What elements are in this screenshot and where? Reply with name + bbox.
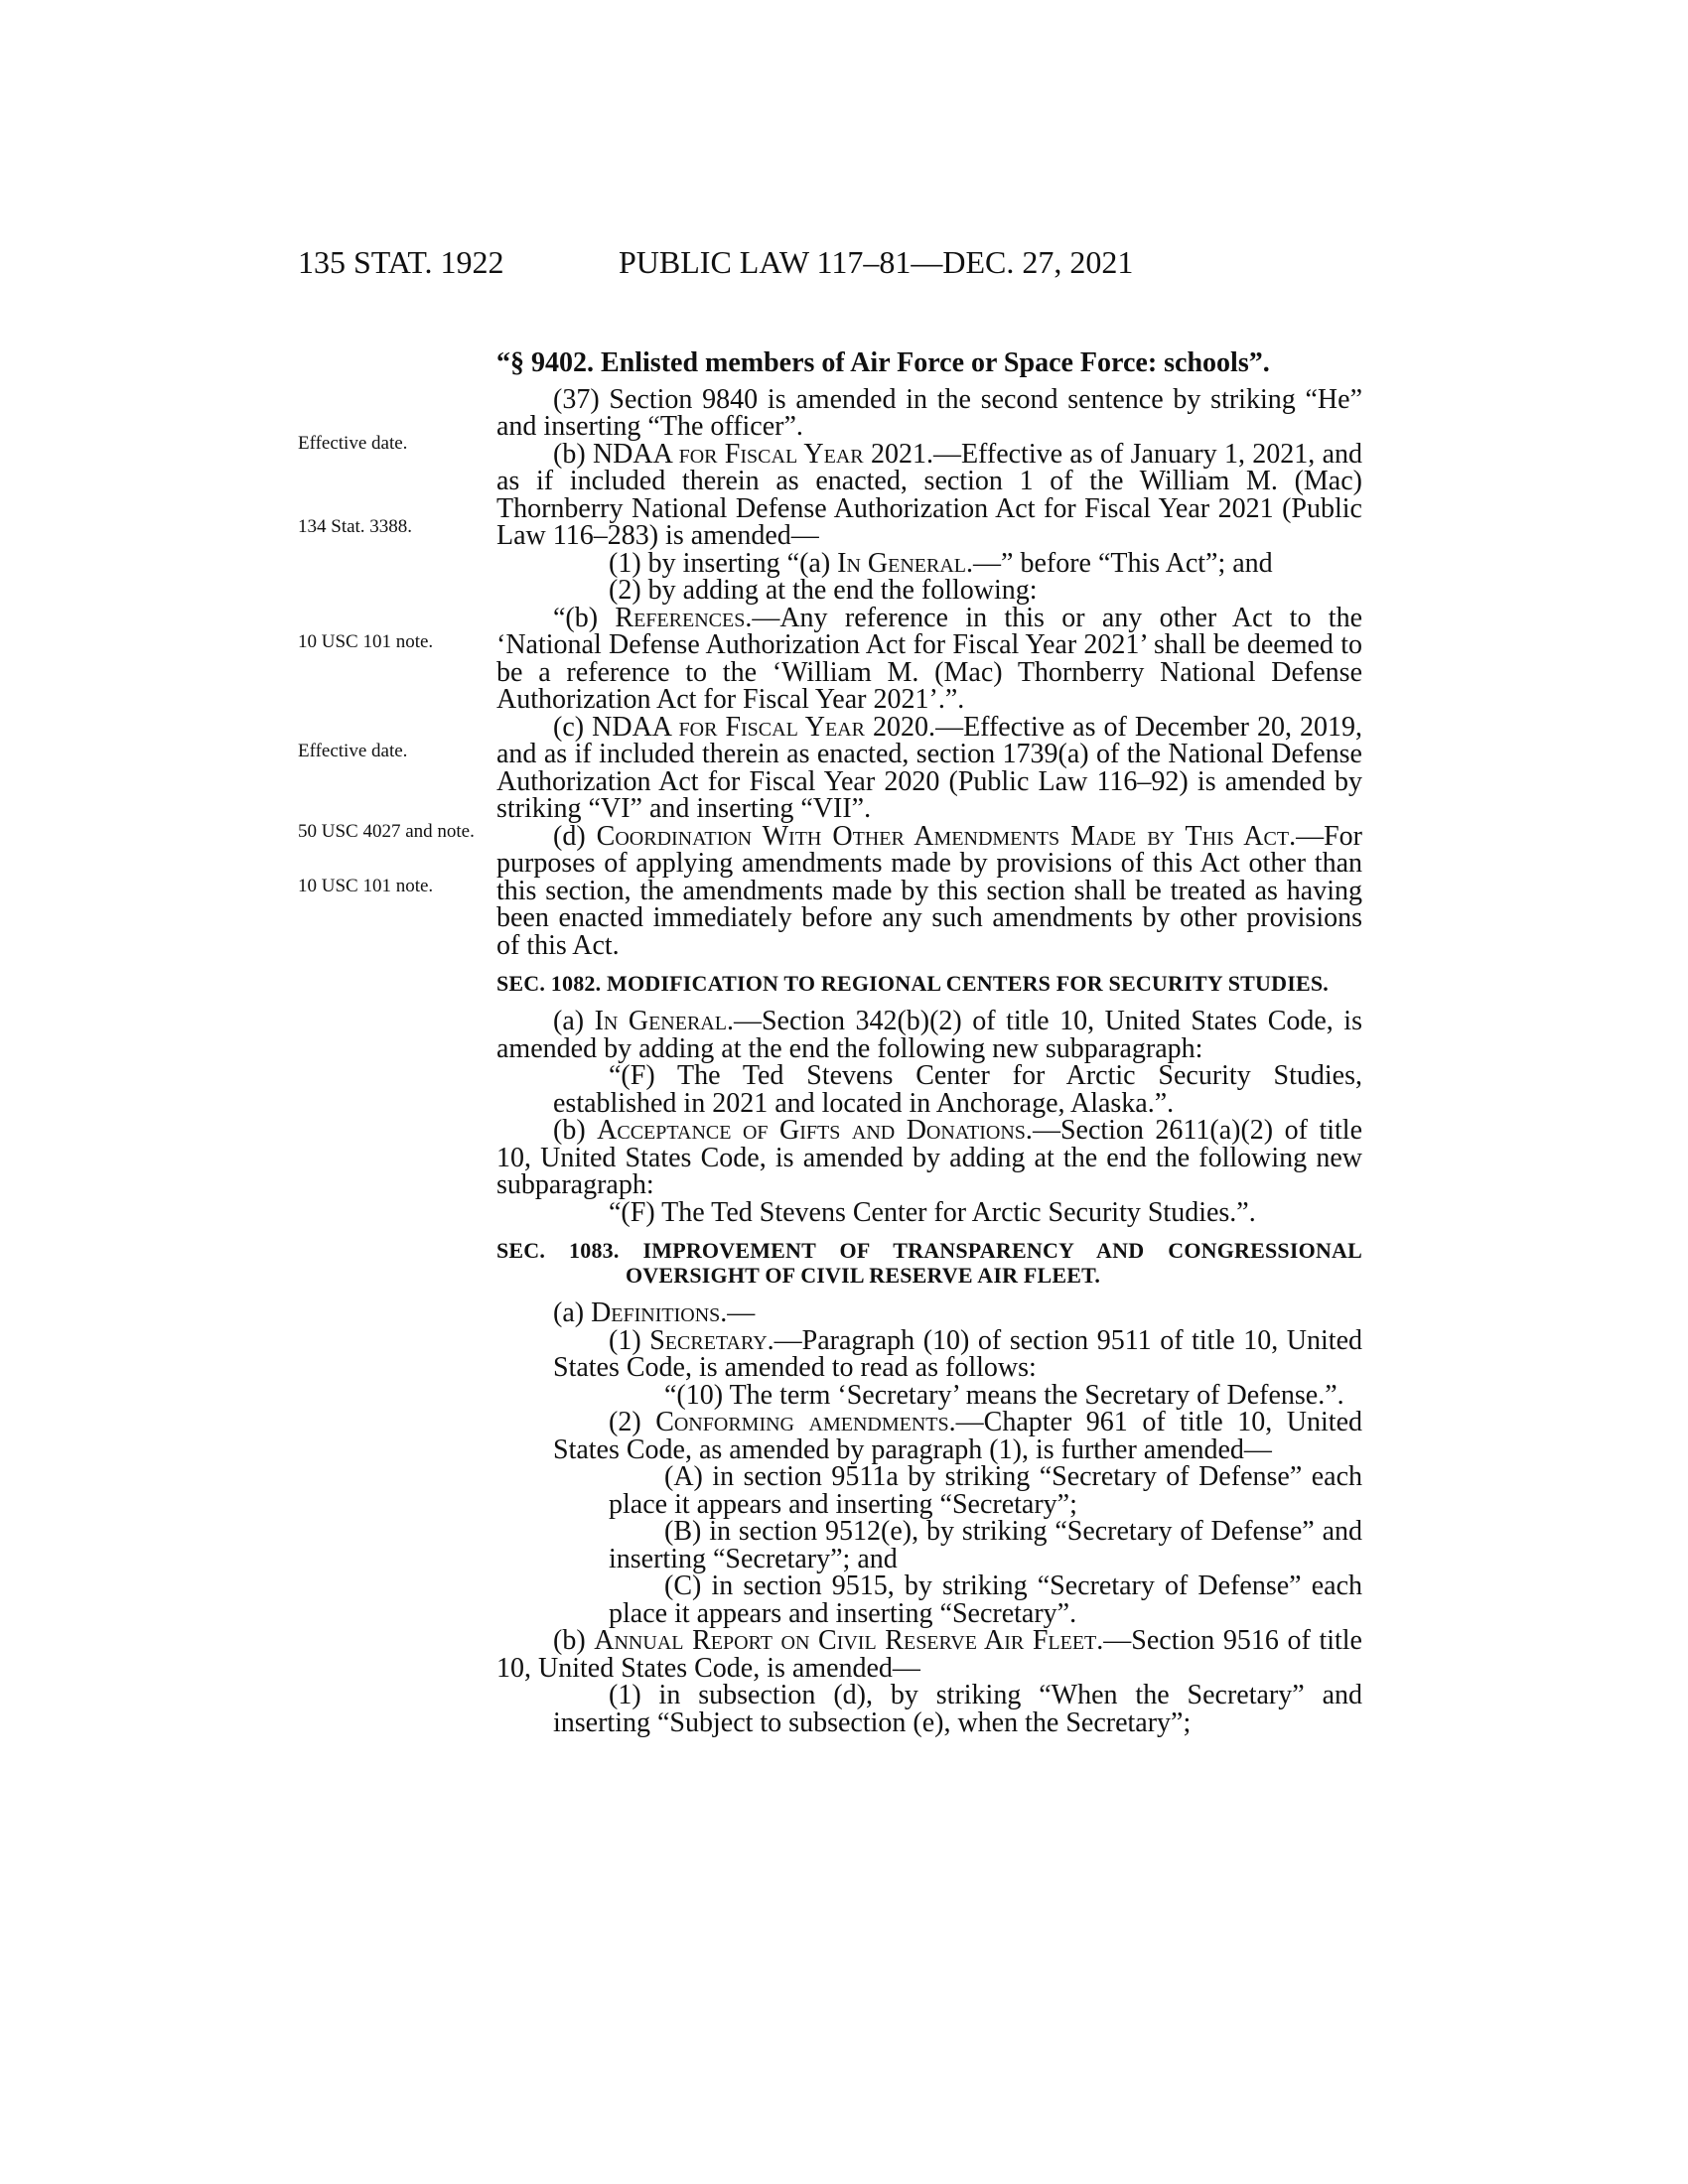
sec1083-subsection-b: (b) Annual Report on Civil Reserve Air Fleet.—Section 9516 of title 10, United States Code, is amended— <box>496 1625 1362 1684</box>
sec1082-subsection-a: (a) In General.—Section 342(b)(2) of title 10, United States Code, is amended by adding at the end the following new subparagraph: <box>496 1006 1362 1064</box>
margin-note-usc-note-2: 10 USC 101 note. <box>298 876 434 896</box>
sec1083-subsection-a: (a) Definitions.— <box>553 1297 756 1328</box>
paragraph-b2: (2) by adding at the end the following: <box>609 575 1038 606</box>
subsection-d-coordination: (d) Coordination With Other Amendments Made by This Act.—For purposes of applying amendments made by provisions of this Act other than this section, the amendments made by this section shall be treated as having been enacted immediately before any such amendments by other provisions of this Act. <box>496 820 1362 961</box>
sec1083-subparagraph-A: (A) in section 9511a by striking “Secretary of Defense” each place it appears and inserting “Secretary”; <box>609 1461 1362 1520</box>
sec1082-quoted-f-a: “(F) The Ted Stevens Center for Arctic Security Studies, established in 2021 and located in Anchorage, Alaska.”. <box>553 1060 1362 1119</box>
quoted-references-subsection: “(b) References.—Any reference in this or any other Act to the ‘National Defense Authorization Act for Fiscal Year 2021’ shall be deemed to be a reference to the ‘William M. (Mac) Thornberry National Defense Authorization Act for Fiscal Year 2021’.”. <box>496 602 1362 715</box>
margin-note-usc-4027: 50 USC 4027 and note. <box>298 821 475 842</box>
public-law-title: PUBLIC LAW 117–81—DEC. 27, 2021 <box>619 244 1134 280</box>
statute-page-number: 135 STAT. 1922 <box>298 244 504 280</box>
document-body <box>496 349 1362 1736</box>
paragraph-37: (37) Section 9840 is amended in the second sentence by striking “He” and inserting “The officer”. <box>496 383 1362 442</box>
sec1083-paragraph-a2: (2) Conforming amendments.—Chapter 961 of title 10, United States Code, as amended by paragraph (1), is further amended— <box>553 1407 1362 1465</box>
section-heading-1083: SEC. 1083. IMPROVEMENT OF TRANSPARENCY AND CONGRESSIONAL OVERSIGHT OF CIVIL RESERVE AIR FLEET. <box>496 1238 1362 1288</box>
margin-note-stat-citation: 134 Stat. 3388. <box>298 516 413 537</box>
margin-note-usc-note: 10 USC 101 note. <box>298 631 434 652</box>
section-heading-9402: “§ 9402. Enlisted members of Air Force or Space Force: schools”. <box>496 347 1270 378</box>
sec1083-subparagraph-C: (C) in section 9515, by striking “Secretary of Defense” each place it appears and inserting “Secretary”. <box>609 1570 1362 1629</box>
subsection-b-ndaa-2021: (b) NDAA for Fiscal Year 2021.—Effective as of January 1, 2021, and as if included therein as enacted, section 1 of the William M. (Mac) Thornberry National Defense Authorization Act for Fiscal Year 2021 (Public Law 116–283) is amended— <box>496 438 1363 551</box>
sec1083-paragraph-b1: (1) in subsection (d), by striking “When the Secretary” and inserting “Subject to subsection (e), when the Secretary”; <box>553 1680 1362 1738</box>
sec1083-paragraph-a1: (1) Secretary.—Paragraph (10) of section 9511 of title 10, United States Code, is amended to read as follows: <box>553 1324 1362 1383</box>
paragraph-b1: (1) by inserting “(a) In General.—” before “This Act”; and <box>609 547 1273 579</box>
subsection-c-ndaa-2020: (c) NDAA for Fiscal Year 2020.—Effective as of December 20, 2019, and as if included therein as enacted, section 1739(a) of the National Defense Authorization Act for Fiscal Year 2020 (Public Law 116–92) is amended by striking “VI” and inserting “VII”. <box>496 711 1363 824</box>
section-heading-1082: SEC. 1082. MODIFICATION TO REGIONAL CENTERS FOR SECURITY STUDIES. <box>496 971 1329 996</box>
sec1083-subparagraph-B: (B) in section 9512(e), by striking “Secretary of Defense” and inserting “Secretary”; and <box>609 1516 1362 1574</box>
margin-note-effective-date-2: Effective date. <box>298 741 408 761</box>
running-header <box>298 242 1362 282</box>
margin-note-effective-date: Effective date. <box>298 433 408 454</box>
sec1083-quoted-10: “(10) The term ‘Secretary’ means the Secretary of Defense.”. <box>664 1379 1344 1411</box>
sec1082-quoted-f-b: “(F) The Ted Stevens Center for Arctic Security Studies.”. <box>609 1196 1256 1228</box>
sec1082-subsection-b: (b) Acceptance of Gifts and Donations.—Section 2611(a)(2) of title 10, United States Code, is amended by adding at the end the following new subparagraph: <box>496 1115 1362 1200</box>
